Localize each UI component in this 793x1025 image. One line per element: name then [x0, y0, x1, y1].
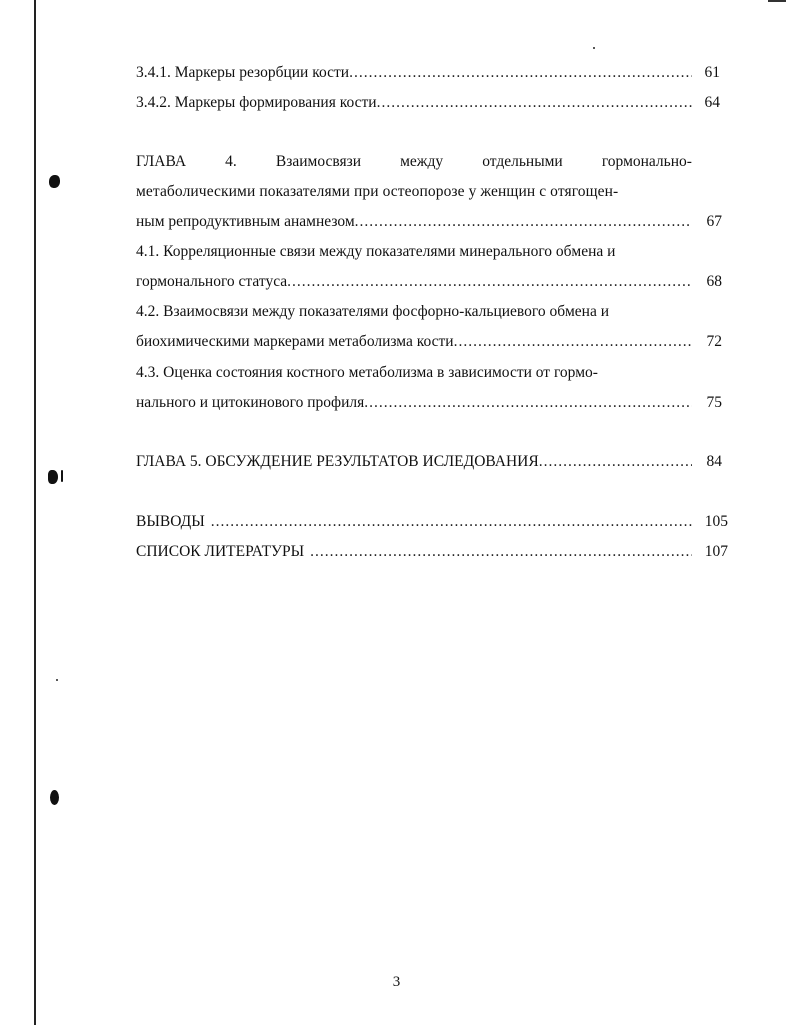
toc-word: отдельными	[482, 153, 563, 170]
toc-chapter-4-line-2: метаболическими показателями при остеопорозе у женщин с отягощен-	[136, 183, 619, 200]
toc-entry-4-1-line-1: 4.1. Корреляционные связи между показателями минерального обмена и	[136, 243, 616, 260]
toc-word: Взаимосвязи	[275, 153, 361, 170]
toc-page-number: 107	[704, 543, 728, 560]
toc-entry-title: ВЫВОДЫ	[136, 513, 205, 530]
toc-page-number: 105	[704, 513, 728, 530]
toc-entry-4-3-line-1: 4.3. Оценка состояния костного метаболизма в зависимости от гормо-	[136, 364, 598, 381]
toc-leader-dots	[355, 210, 692, 234]
toc-chapter-5	[136, 450, 692, 474]
page-number: 3	[392, 974, 401, 990]
toc-entry-title: 3.4.1. Маркеры резорбции кости	[136, 64, 350, 81]
toc-entry-4-2-line-2	[136, 330, 692, 354]
toc-references	[136, 540, 692, 564]
toc-entry-title: биохимическими маркерами метаболизма кости	[136, 333, 454, 350]
toc-entry-3-4-2	[136, 91, 692, 115]
toc-page-number: 72	[706, 333, 722, 350]
toc-entry-title: СПИСОК ЛИТЕРАТУРЫ	[136, 543, 305, 560]
toc-chapter-4-line-3	[136, 210, 692, 234]
toc-leader-dots	[454, 330, 692, 354]
toc-entry-title: нального и цитокинового профиля	[136, 394, 365, 411]
toc-page-number: 75	[706, 394, 722, 411]
toc-word: 4.	[225, 153, 237, 170]
toc-leader-dots	[287, 270, 692, 294]
toc-entry-title: 3.4.2. Маркеры формирования кости	[136, 94, 377, 111]
toc-word: гормонально-	[601, 153, 692, 170]
toc-entry-title: ным репродуктивным анамнезом	[136, 213, 355, 230]
toc-page-number: 67	[706, 213, 722, 230]
toc-leader-dots	[310, 540, 692, 564]
toc-page-number: 84	[706, 453, 722, 470]
toc-word: между	[400, 153, 444, 170]
toc-leader-dots	[349, 61, 692, 85]
toc-leader-dots	[377, 91, 692, 115]
toc-word: ГЛАВА	[136, 153, 187, 170]
toc-conclusions	[136, 510, 692, 534]
toc-entry-4-1-line-2	[136, 270, 692, 294]
toc-entry-4-2-line-1: 4.2. Взаимосвязи между показателями фосфорно-кальциевого обмена и	[136, 303, 610, 320]
toc-leader-dots	[211, 510, 692, 534]
toc-entry-4-3-line-2	[136, 391, 692, 415]
toc-leader-dots	[364, 391, 692, 415]
toc-leader-dots	[539, 450, 692, 474]
toc-entry-3-4-1	[136, 61, 692, 85]
toc-entry-title: ГЛАВА 5. ОБСУЖДЕНИЕ РЕЗУЛЬТАТОВ ИСЛЕДОВАНИЯ	[136, 453, 539, 470]
toc-entry-title: гормонального статуса	[136, 273, 288, 290]
toc-page-number: 61	[704, 64, 720, 81]
toc-page-number: 64	[704, 94, 720, 111]
toc-page-number: 68	[706, 273, 722, 290]
toc-chapter-4-line-1	[136, 150, 692, 174]
